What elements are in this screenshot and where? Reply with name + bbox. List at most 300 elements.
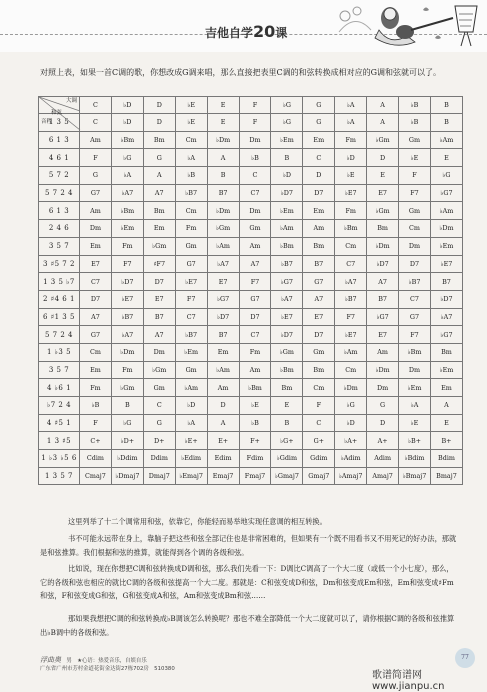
chord-cell: ♭G7 xyxy=(207,290,239,308)
interval-label-cell: 6 ♯1 3 5 xyxy=(39,308,80,326)
chord-cell: D7 xyxy=(143,273,175,291)
chord-cell: ♭G xyxy=(335,397,367,415)
chord-cell: Bm xyxy=(303,361,335,379)
chord-cell: B xyxy=(430,114,462,132)
chord-cell: G7 xyxy=(303,273,335,291)
chord-cell: Em xyxy=(80,361,112,379)
chord-cell: ♭Gdim xyxy=(271,450,303,468)
chord-cell: E xyxy=(271,397,303,415)
chord-cell: Adim xyxy=(367,450,399,468)
chord-cell: ♭Bmaj7 xyxy=(399,467,431,485)
chord-cell: Dmaj7 xyxy=(143,467,175,485)
chord-cell: Dm xyxy=(239,202,271,220)
chord-cell: Cmaj7 xyxy=(80,467,112,485)
chord-cell: Dm xyxy=(239,131,271,149)
chord-cell: ♭B7 xyxy=(175,326,207,344)
chord-cell: ♭B xyxy=(399,114,431,132)
chord-cell: Bdim xyxy=(430,450,462,468)
example-paragraph: 比如说，现在你想把C调和弦转换成D调和弦，那么我们先看一下：D调比C调高了一个大二度（或低一个小七度），那么，它的各级和弦也相应的就比C调的各级和弦提高一个大二度。那就是：C和弦变成D和弦，Dm和弦变成Em和弦，Em和弦变成♯Fm和弦，F和弦变成G和弦，G和弦变成A和弦，Am和弦变成Bm和弦…… xyxy=(40,564,454,600)
chord-cell: ♭E xyxy=(239,397,271,415)
table-row xyxy=(39,290,463,308)
chord-cell: A7 xyxy=(367,273,399,291)
page-number: 77 xyxy=(455,648,475,668)
chord-cell: Bm xyxy=(143,202,175,220)
title-suffix: 课 xyxy=(275,26,288,40)
chord-cell: ♭A+ xyxy=(335,432,367,450)
chord-cell: Bm xyxy=(303,237,335,255)
chord-cell: ♭A7 xyxy=(335,273,367,291)
chord-cell: Fm xyxy=(175,220,207,238)
chord-cell: A7 xyxy=(143,326,175,344)
table-row xyxy=(39,149,463,167)
chord-cell: A7 xyxy=(143,184,175,202)
table-row xyxy=(39,202,463,220)
summary-paragraph: 这里列举了十二个调常用和弦，依靠它，你能轻而易举地实现任意调的相互转换。 xyxy=(68,517,327,526)
chord-cell: Am xyxy=(367,343,399,361)
interval-label-cell: 5 7 2 xyxy=(39,167,80,185)
chord-cell: Fmaj7 xyxy=(239,467,271,485)
chord-cell: B xyxy=(207,167,239,185)
table-row xyxy=(39,343,463,361)
chord-cell: F xyxy=(80,414,112,432)
chord-cell: ♭D7 xyxy=(111,273,143,291)
chord-cell: A7 xyxy=(80,308,112,326)
chord-cell: ♭Gmaj7 xyxy=(271,467,303,485)
interval-label-cell: 4 ♭6 1 xyxy=(39,379,80,397)
table-row xyxy=(39,220,463,238)
chord-cell: ♭G7 xyxy=(367,308,399,326)
chord-cell: A7 xyxy=(303,290,335,308)
chord-cell: ♭Bdim xyxy=(399,450,431,468)
chord-cell: G7 xyxy=(239,290,271,308)
chord-cell: E7 xyxy=(143,290,175,308)
chord-cell: ♭Gm xyxy=(207,220,239,238)
chord-cell: F+ xyxy=(239,432,271,450)
chord-cell: ♭D xyxy=(271,167,303,185)
chord-cell: Gmaj7 xyxy=(303,467,335,485)
chord-cell: Dm xyxy=(143,343,175,361)
interval-label-cell: 1 ♭3 5 xyxy=(39,343,80,361)
chord-cell: ♭G7 xyxy=(430,184,462,202)
chord-cell: F xyxy=(399,167,431,185)
chord-cell: ♭B7 xyxy=(335,290,367,308)
table-row xyxy=(39,114,463,132)
chord-cell: ♭D7 xyxy=(367,255,399,273)
chord-cell: Gm xyxy=(399,131,431,149)
chord-cell: ♭Em xyxy=(175,343,207,361)
chord-cell: Gdim xyxy=(303,450,335,468)
interval-label-cell: 4 6 1 xyxy=(39,149,80,167)
chord-cell: Fm xyxy=(111,237,143,255)
chord-cell: ♭Adim xyxy=(335,450,367,468)
chord-cell: B7 xyxy=(303,255,335,273)
interval-label-cell: 5 7 2 4 xyxy=(39,184,80,202)
table-row xyxy=(39,131,463,149)
chord-cell: C7 xyxy=(399,290,431,308)
chord-cell: Em xyxy=(430,379,462,397)
page-title xyxy=(205,22,287,41)
chord-cell: Em xyxy=(207,343,239,361)
chord-cell: ♭Bm xyxy=(111,131,143,149)
chord-cell: ♭A xyxy=(111,167,143,185)
chord-cell: Cm xyxy=(335,237,367,255)
chord-cell: F7 xyxy=(175,290,207,308)
chord-cell: Cm xyxy=(175,202,207,220)
chord-cell: ♭Bm xyxy=(271,361,303,379)
chord-cell: F xyxy=(303,397,335,415)
chord-cell: C xyxy=(80,114,112,132)
table-row xyxy=(39,273,463,291)
chord-cell: Fdim xyxy=(239,450,271,468)
chord-cell: ♭B xyxy=(239,149,271,167)
chord-cell: ♭E xyxy=(399,414,431,432)
chord-cell: C xyxy=(303,149,335,167)
chord-cell: C7 xyxy=(335,255,367,273)
chord-cell: Edim xyxy=(207,450,239,468)
table-header-row xyxy=(39,97,463,114)
chord-cell: ♭Am xyxy=(175,379,207,397)
interval-label-cell: 3 5 7 xyxy=(39,237,80,255)
chord-cell: ♭G7 xyxy=(430,326,462,344)
chord-cell: G xyxy=(143,414,175,432)
chord-cell: G+ xyxy=(303,432,335,450)
chord-cell: Bm xyxy=(143,131,175,149)
chord-cell: ♭D xyxy=(335,149,367,167)
chord-cell: ♭Emaj7 xyxy=(175,467,207,485)
interval-label-cell: 2 4 6 xyxy=(39,220,80,238)
interval-label-cell: 1 3 5 7 xyxy=(39,467,80,485)
chord-cell: F7 xyxy=(399,326,431,344)
chord-cell: ♭A7 xyxy=(207,255,239,273)
interval-label-cell: 1 3 ♯5 xyxy=(39,432,80,450)
chord-cell: ♭D xyxy=(335,414,367,432)
chord-cell: ♭Dm xyxy=(367,237,399,255)
chord-cell: Fm xyxy=(239,343,271,361)
chord-cell: Cm xyxy=(175,131,207,149)
chord-cell: ♭Am xyxy=(271,220,303,238)
chord-cell: G7 xyxy=(399,308,431,326)
site-watermark: 歌谱简谱网 www.jianpu.cn xyxy=(372,670,445,692)
chord-cell: A xyxy=(430,397,462,415)
chord-cell: ♭E xyxy=(399,149,431,167)
chord-cell: ♭Em xyxy=(271,202,303,220)
corner-label-key: 大调 xyxy=(65,98,77,104)
chord-cell: ♭B7 xyxy=(399,273,431,291)
chord-cell: D xyxy=(367,414,399,432)
chord-cell: ♭E7 xyxy=(175,273,207,291)
table-row xyxy=(39,255,463,273)
author-address: 广东省广州市芳村金道花街金达街27栋702房 510380 xyxy=(40,666,175,672)
chord-cell: B xyxy=(111,397,143,415)
chord-cell: Cm xyxy=(80,343,112,361)
chord-cell: E7 xyxy=(303,308,335,326)
chord-cell: ♭B7 xyxy=(271,255,303,273)
chord-cell: ♭Em xyxy=(430,361,462,379)
chord-cell: ♭E xyxy=(175,114,207,132)
chord-cell: Em xyxy=(303,131,335,149)
chord-conversion-table xyxy=(38,96,463,485)
chord-cell: Fm xyxy=(335,131,367,149)
chord-cell: Am xyxy=(239,361,271,379)
chord-cell: ♭A7 xyxy=(111,184,143,202)
chord-cell: Dm xyxy=(399,361,431,379)
chord-cell: ♭Gm xyxy=(143,237,175,255)
chord-cell: C7 xyxy=(175,308,207,326)
author-signature: 浮曲奥 xyxy=(40,656,61,664)
chord-cell: Cm xyxy=(335,361,367,379)
chord-cell: Gm xyxy=(399,202,431,220)
interval-label-cell: 1 3 5 xyxy=(39,114,80,132)
key-header-cell: D xyxy=(143,97,175,114)
key-header-cell: G xyxy=(303,97,335,114)
table-row xyxy=(39,379,463,397)
chord-cell: A xyxy=(143,167,175,185)
chord-cell: C xyxy=(143,397,175,415)
chord-cell: ♭Dm xyxy=(207,131,239,149)
chord-cell: F xyxy=(239,114,271,132)
chord-cell: ♭Gm xyxy=(111,379,143,397)
chord-cell: ♭Dm xyxy=(367,361,399,379)
chord-cell: Cm xyxy=(303,379,335,397)
chord-cell: A7 xyxy=(239,255,271,273)
chord-cell: ♭D7 xyxy=(207,308,239,326)
chord-cell: B xyxy=(271,149,303,167)
guitar-illustration-icon xyxy=(335,2,485,50)
intro-paragraph: 对照上表，如果一首C调的歌，你想改成G调来唱，那么直接把表里C调的和弦转换成相对应的G调和弦就可以了。 xyxy=(40,68,442,77)
chord-cell: C xyxy=(303,414,335,432)
chord-cell: D xyxy=(207,397,239,415)
chord-cell: ♭E7 xyxy=(335,184,367,202)
chord-cell: ♭Am xyxy=(430,131,462,149)
chord-cell: C+ xyxy=(80,432,112,450)
chord-cell: ♭E7 xyxy=(111,290,143,308)
chord-cell: ♭Gm xyxy=(367,202,399,220)
chord-cell: ♭Dm xyxy=(111,343,143,361)
chord-cell: Ddim xyxy=(143,450,175,468)
chord-cell: D xyxy=(143,114,175,132)
chord-cell: Am xyxy=(80,202,112,220)
chord-cell: F7 xyxy=(399,184,431,202)
chord-cell: A+ xyxy=(367,432,399,450)
chord-cell: G xyxy=(303,114,335,132)
chord-cell: ♭D xyxy=(111,114,143,132)
chord-cell: Cm xyxy=(399,220,431,238)
chord-cell: B xyxy=(271,414,303,432)
chord-cell: E7 xyxy=(80,255,112,273)
chord-cell: ♭Dm xyxy=(207,202,239,220)
chord-cell: ♭G xyxy=(430,167,462,185)
author-tagline: 男 ★心语：热爱音乐，自娱自乐 xyxy=(66,658,147,664)
chord-cell: ♭Amaj7 xyxy=(335,467,367,485)
chord-cell: ♭Em xyxy=(111,220,143,238)
title-number: 20 xyxy=(253,22,276,41)
chord-cell: ♭G xyxy=(111,414,143,432)
chord-cell: F7 xyxy=(239,273,271,291)
interval-label-cell: 1 ♭3 ♭5 6 xyxy=(39,450,80,468)
chord-cell: ♭E xyxy=(335,167,367,185)
chord-cell: Fm xyxy=(335,202,367,220)
chord-cell: ♭Dm xyxy=(335,379,367,397)
table-row xyxy=(39,308,463,326)
chord-cell: ♭Bm xyxy=(399,343,431,361)
chord-cell: ♭G xyxy=(111,149,143,167)
chord-cell: ♭Em xyxy=(271,131,303,149)
chord-cell: ♭A xyxy=(175,414,207,432)
chord-cell: ♭Bm xyxy=(271,237,303,255)
table-row xyxy=(39,167,463,185)
chord-cell: C7 xyxy=(239,184,271,202)
chord-cell: Dm xyxy=(399,237,431,255)
interval-label-cell: 1 3 5 ♭7 xyxy=(39,273,80,291)
chord-cell: D7 xyxy=(303,326,335,344)
interval-label-cell: 6 1 3 xyxy=(39,202,80,220)
chord-cell: ♭E+ xyxy=(175,432,207,450)
chord-cell: Gm xyxy=(303,343,335,361)
chord-cell: Am xyxy=(80,131,112,149)
chord-cell: Fm xyxy=(80,379,112,397)
chord-cell: ♭B xyxy=(175,167,207,185)
chord-cell: F xyxy=(80,149,112,167)
chord-cell: Bm xyxy=(430,343,462,361)
chord-cell: B7 xyxy=(207,184,239,202)
interval-label-cell: 5 7 2 4 xyxy=(39,326,80,344)
chord-cell: ♭Am xyxy=(207,361,239,379)
chord-cell: Emaj7 xyxy=(207,467,239,485)
page-header xyxy=(0,0,487,52)
chord-cell: ♭Gm xyxy=(367,131,399,149)
chord-cell: G7 xyxy=(80,184,112,202)
chord-cell: ♭A7 xyxy=(111,326,143,344)
table-row xyxy=(39,450,463,468)
page-footer xyxy=(40,656,290,673)
chord-cell: ♭Em xyxy=(430,237,462,255)
chord-cell: ♭Am xyxy=(430,202,462,220)
chord-cell: G xyxy=(367,397,399,415)
chord-cell: E7 xyxy=(207,273,239,291)
chord-cell: G xyxy=(80,167,112,185)
chord-cell: ♭G xyxy=(271,114,303,132)
chord-cell: Am xyxy=(303,220,335,238)
chord-cell: A xyxy=(207,149,239,167)
chord-cell: ♭Ddim xyxy=(111,450,143,468)
table-row xyxy=(39,361,463,379)
chord-cell: ♭E7 xyxy=(335,326,367,344)
chord-cell: Em xyxy=(303,202,335,220)
key-header-cell: ♭D xyxy=(111,97,143,114)
title-prefix: 吉他自学 xyxy=(205,26,254,40)
chord-cell: ♭G+ xyxy=(271,432,303,450)
chord-cell: Gm xyxy=(175,361,207,379)
chord-cell: C xyxy=(239,167,271,185)
chord-cell: B7 xyxy=(367,290,399,308)
chord-cell: ♭Edim xyxy=(175,450,207,468)
chord-cell: ♭A xyxy=(335,114,367,132)
chord-cell: Gm xyxy=(175,237,207,255)
interval-label-cell: 4 ♯5 1 xyxy=(39,414,80,432)
table-row xyxy=(39,432,463,450)
chord-cell: Bm xyxy=(271,379,303,397)
chord-cell: C7 xyxy=(80,273,112,291)
chord-cell: E xyxy=(430,149,462,167)
chord-cell: ♭Em xyxy=(399,379,431,397)
chord-cell: ♭A xyxy=(399,397,431,415)
exercise-paragraph: 那如果我想把C调的和弦转换成♭B调该怎么转换呢？那也不难全部降低一个大二度就可以了，请你根据C调的各级和弦推算出♭B调中的各级和弦。 xyxy=(40,614,455,637)
chord-cell: ♭G7 xyxy=(271,273,303,291)
chord-cell: Bm xyxy=(367,220,399,238)
chord-cell: ♭Am xyxy=(335,343,367,361)
chord-cell: ♭Bm xyxy=(335,220,367,238)
chord-cell: E7 xyxy=(367,184,399,202)
chord-cell: ♭D7 xyxy=(430,290,462,308)
table-row xyxy=(39,237,463,255)
chord-cell: ♭Am xyxy=(207,237,239,255)
chord-cell: Cdim xyxy=(80,450,112,468)
corner-label-chord: 和弦 xyxy=(51,110,63,116)
chord-cell: E+ xyxy=(207,432,239,450)
chord-cell: D xyxy=(303,167,335,185)
chord-cell: D7 xyxy=(80,290,112,308)
chord-cell: A xyxy=(367,114,399,132)
chord-cell: Am xyxy=(207,379,239,397)
table-row xyxy=(39,414,463,432)
key-header-cell: A xyxy=(367,97,399,114)
chord-cell: D7 xyxy=(239,308,271,326)
chord-cell: B+ xyxy=(430,432,462,450)
chord-cell: Amaj7 xyxy=(367,467,399,485)
chord-cell: Gm xyxy=(239,220,271,238)
chord-cell: ♭Gm xyxy=(271,343,303,361)
chord-cell: Dm xyxy=(367,379,399,397)
chord-cell: ♭Bm xyxy=(111,202,143,220)
table-row xyxy=(39,397,463,415)
chord-cell: ♭D7 xyxy=(271,184,303,202)
chord-cell: ♭E7 xyxy=(430,255,462,273)
chord-cell: ♭B xyxy=(239,414,271,432)
chord-cell: Em xyxy=(143,220,175,238)
chord-cell: Em xyxy=(80,237,112,255)
chord-cell: ♯F7 xyxy=(143,255,175,273)
chord-cell: ♭Gm xyxy=(143,361,175,379)
chord-cell: ♭Dmaj7 xyxy=(111,467,143,485)
chord-cell: Fm xyxy=(111,361,143,379)
chord-cell: ♭Bm xyxy=(239,379,271,397)
chord-cell: C7 xyxy=(239,326,271,344)
chord-cell: Am xyxy=(239,237,271,255)
chord-cell: G xyxy=(143,149,175,167)
chord-cell: E xyxy=(207,114,239,132)
chord-cell: ♭A7 xyxy=(271,290,303,308)
interval-label-cell: 2 ♯4 6 1 xyxy=(39,290,80,308)
table-row xyxy=(39,326,463,344)
chord-cell: B7 xyxy=(430,273,462,291)
chord-cell: E xyxy=(367,167,399,185)
interval-label-cell: 3 5 7 xyxy=(39,361,80,379)
chord-cell: ♭A xyxy=(175,149,207,167)
chord-cell: A xyxy=(207,414,239,432)
chord-cell: E7 xyxy=(367,326,399,344)
key-header-cell: ♭B xyxy=(399,97,431,114)
chord-cell: D xyxy=(367,149,399,167)
key-header-cell: ♭G xyxy=(271,97,303,114)
method-paragraph: 书不可能永远带在身上，靠脑子把这些和弦全部记住也是非常困难的，但如果有一个既不用看书又不用死记的好办法，那就是和弦推算。我们根据和弦的推算，就能得到各个调的各级和弦。 xyxy=(40,534,457,557)
key-header-cell: B xyxy=(430,97,462,114)
chord-cell: G7 xyxy=(80,326,112,344)
key-header-cell: E xyxy=(207,97,239,114)
chord-cell: G7 xyxy=(175,255,207,273)
key-header-cell: F xyxy=(239,97,271,114)
chord-cell: B7 xyxy=(143,308,175,326)
chord-cell: ♭D+ xyxy=(111,432,143,450)
